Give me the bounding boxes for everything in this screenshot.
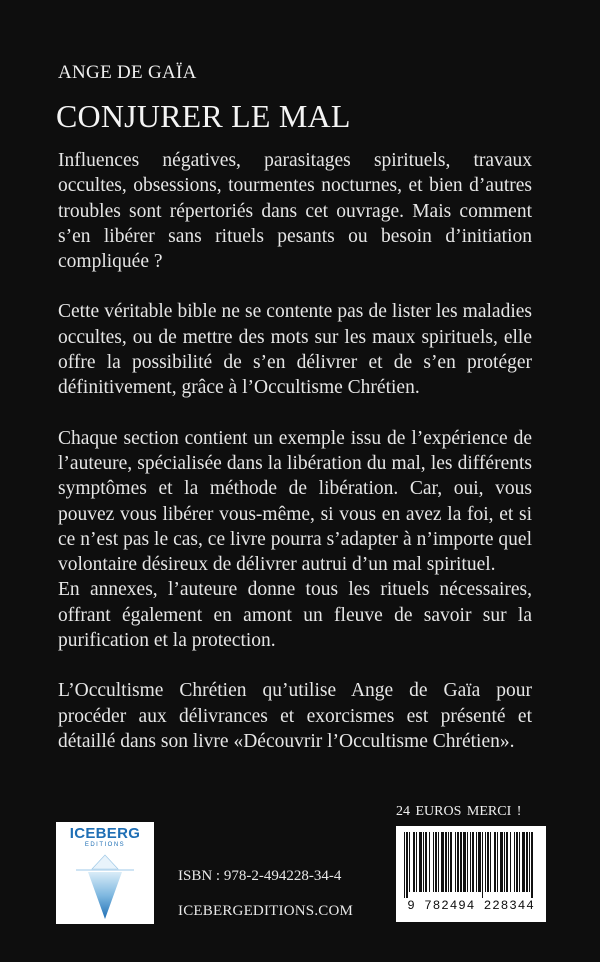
barcode [396, 826, 546, 922]
barcode-bar [490, 832, 491, 892]
barcode-bar [457, 832, 459, 892]
barcode-bar [435, 832, 437, 892]
barcode-bar [526, 832, 528, 892]
barcode-bar [476, 832, 477, 892]
iceberg-icon [70, 851, 140, 921]
barcode-bar [450, 832, 452, 892]
blurb-paragraph-3: Chaque section contient un exemple issu de l’expérience de l’auteure, spécialisée dans la libération du mal, les différents symptômes et la méthode de libération. Car, oui, vous pouvez vous libérer vous-même, si vous en avez la foi, et si ce n’est pas le cas, ce livre pourra s’adapter à n’importe quel volontaire désireux de délivrer autrui d’un mal spirituel. [58, 427, 532, 576]
barcode-bar [497, 832, 498, 892]
barcode-bar [423, 832, 424, 892]
blurb-paragraph-4: En annexes, l’auteure donne tous les rituels nécessaires, offrant également en amont un fleuve de savoir sur la purification et la protection. [58, 579, 532, 652]
barcode-bar [425, 832, 427, 892]
barcode-bar [470, 832, 471, 892]
barcode-bar [406, 832, 408, 898]
barcode-bar [531, 832, 533, 898]
barcode-bar [482, 832, 483, 898]
barcode-bar [522, 832, 525, 892]
barcode-bar [529, 832, 530, 892]
barcode-bar [409, 832, 410, 892]
isbn-text: ISBN : 978-2-494228-34-4 [178, 868, 342, 884]
barcode-bar [485, 832, 486, 892]
publisher-website: ICEBERGEDITIONS.COM [178, 903, 354, 919]
blurb-paragraph-2: Cette véritable bible ne se contente pas de lister les maladies occultes, ou de mettre des mots sur les maux spirituels, elle offre la possibilité de s’en délivrer et de s’en protéger définitivement, grâce à l’Occultisme Chrétien. [58, 301, 532, 399]
barcode-bar [445, 832, 447, 892]
barcode-bar [463, 832, 466, 892]
publisher-sub: EDITIONS [84, 842, 126, 848]
barcode-bar [519, 832, 520, 892]
barcode-bar [487, 832, 489, 892]
barcode-bar [472, 832, 474, 892]
publisher-name: ICEBERG [69, 825, 141, 842]
barcode-bar [478, 832, 481, 892]
barcode-bar [413, 832, 415, 892]
barcode-bar [504, 832, 505, 892]
barcode-bar [419, 832, 422, 892]
author-name: ANGE DE GAÏA [58, 62, 197, 83]
barcode-bar [455, 832, 456, 892]
blurb-paragraph-1: Influences négatives, parasitages spirituels, travaux occultes, obsessions, tourmentes nocturnes, et bien d’autres troubles sont répertoriés dans cet ouvrage. Mais comment s’en libérer sans rituels pesants ou besoin d’initiation compliquée ? [58, 150, 532, 273]
barcode-bar [500, 832, 503, 892]
barcode-bar [438, 832, 439, 892]
barcode-bar [510, 832, 511, 892]
barcode-digits: 9 782494 228344 [407, 899, 535, 913]
barcode-bar [433, 832, 434, 892]
blurb-paragraph-5: L’Occultisme Chrétien qu’utilise Ange de Gaïa pour procéder aux délivrances et exorcismes est présenté et détaillé dans son livre «Découvrir l’Occultisme Chrétien». [58, 680, 532, 752]
barcode-bar [429, 832, 430, 892]
book-title: CONJURER LE MAL [56, 98, 351, 134]
barcode-bar [448, 832, 449, 892]
barcode-bar [416, 832, 417, 892]
barcode-bar [441, 832, 444, 892]
blurb [58, 148, 532, 754]
barcode-bar [514, 832, 515, 892]
barcode-bar [506, 832, 508, 892]
barcode-bar [494, 832, 496, 892]
barcode-bar [467, 832, 468, 892]
barcode-bar [460, 832, 462, 892]
publisher-logo [56, 822, 154, 924]
price-label: 24 EUROS MERCI ! [396, 804, 522, 819]
barcode-bar [404, 832, 405, 898]
barcode-bars [402, 832, 540, 898]
barcode-bar [516, 832, 518, 892]
